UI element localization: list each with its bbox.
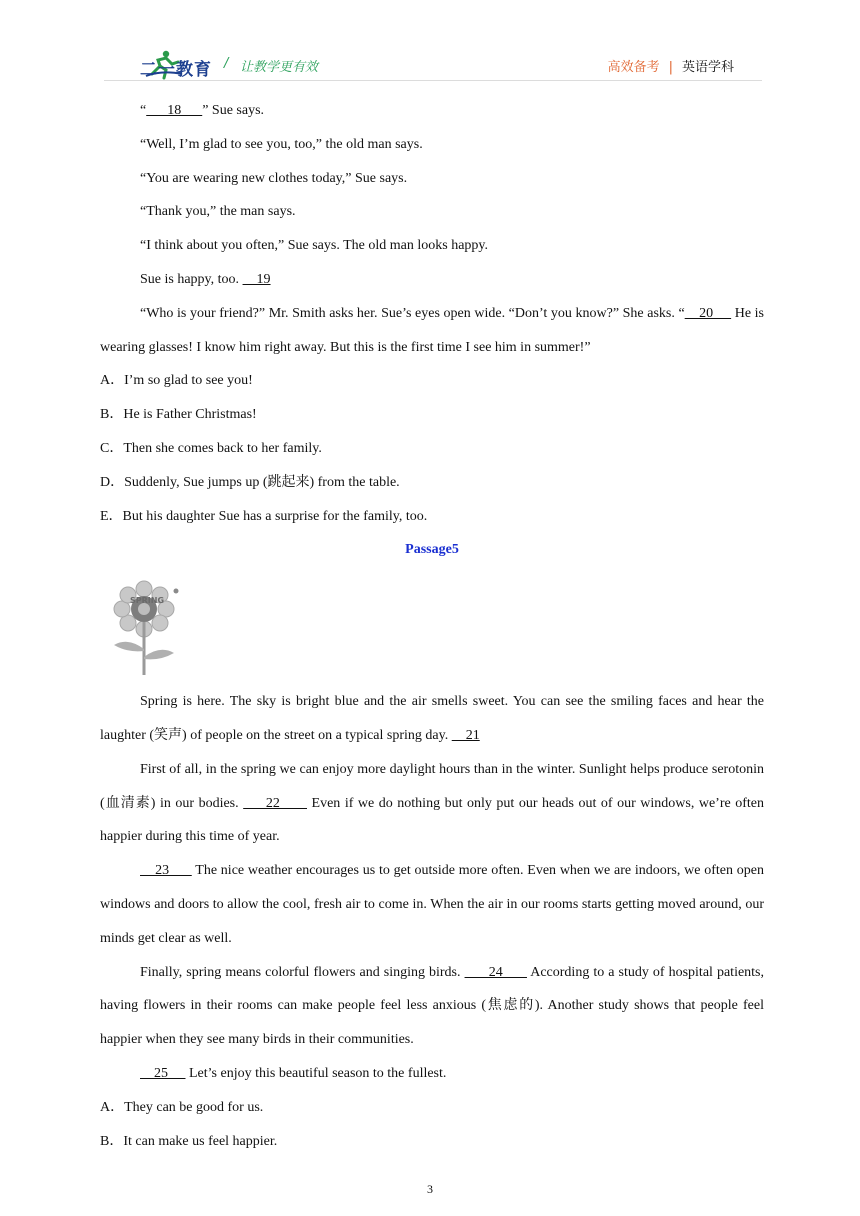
blank-25: 25	[140, 1065, 186, 1081]
slogan-separator: /	[224, 56, 229, 71]
paragraph-21: Spring is here. The sky is bright blue and the air smells sweet. You can see the smiling faces and hear the laughter (笑声) of people on the street on a typical spring day. 21	[100, 694, 764, 743]
option-a: A．I’m so glad to see you!	[100, 373, 253, 389]
header-subject	[608, 56, 734, 75]
dialog-line: “Thank you,” the man says.	[140, 204, 296, 220]
passage-title: Passage5	[405, 542, 459, 558]
document-body	[100, 94, 764, 1158]
dialog-line-19: Sue is happy, too. 19	[140, 271, 271, 287]
spring-word: SPRING	[130, 596, 165, 606]
header-divider: |	[668, 60, 673, 75]
blank-23: 23	[140, 863, 192, 879]
dialog-line: “You are wearing new clothes today,” Sue says.	[140, 170, 408, 186]
option-c: C．Then she comes back to her family.	[100, 440, 322, 456]
header-rule	[104, 80, 762, 81]
header-tag-subject: 英语学科	[681, 60, 734, 75]
page-number: 3	[427, 1182, 433, 1196]
option-b: B．He is Father Christmas!	[100, 407, 257, 423]
dialog-line-20: “Who is your friend?” Mr. Smith asks her. Sue’s eyes open wide. “Don’t you know?” She asks. “ 20 He is wearing glasses! I know him right away. But this is the first time I see him in summer!”	[100, 305, 764, 355]
blank-24: 24	[464, 964, 527, 980]
spring-flower-icon	[100, 579, 190, 679]
blank-20: 20	[684, 305, 732, 321]
dialog-line: “Well, I’m glad to see you, too,” the old man says.	[140, 136, 423, 152]
option-b: B．It can make us feel happier.	[100, 1133, 278, 1149]
brand-name: 二一教育	[140, 60, 212, 80]
option-e: E．But his daughter Sue has a surprise for the family, too.	[100, 508, 428, 524]
dialog-line-18: “ 18 ” Sue says.	[140, 103, 265, 118]
header-tag-exam: 高效备考	[607, 60, 660, 75]
option-d: D．Suddenly, Sue jumps up (跳起来) from the table.	[100, 474, 400, 490]
blank-18: 18	[146, 103, 203, 118]
blank-19: 19	[242, 271, 271, 287]
paragraph-23: 23 The nice weather encourages us to get outside more often. Even when we are indoors, we often open windows and doors to allow the cool, fresh air to come in. When the air in our rooms starts getting moved around, our minds get clear as well.	[100, 863, 765, 946]
paragraph-24: Finally, spring means colorful flowers and singing birds. 24 According to a study of hospital patients, having flowers in their rooms can make people feel less anxious (焦虑的). Another study shows that people feel happier when they see many birds in their communities.	[100, 964, 765, 1048]
page-header	[0, 0, 860, 88]
paragraph-22: First of all, in the spring we can enjoy more daylight hours than in the winter. Sunlight helps produce serotonin (血清素) in our bodies. 22 Even if we do nothing but only put our heads out of our windows, we’re often happier during this time of year.	[100, 761, 765, 845]
paragraph-25: 25 Let’s enjoy this beautiful season to the fullest.	[140, 1065, 447, 1081]
blank-22: 22	[243, 795, 307, 811]
option-a: A．They can be good for us.	[100, 1099, 264, 1115]
spring-illustration	[100, 567, 764, 685]
slogan: 让教学更有效	[240, 60, 319, 75]
dialog-line: “I think about you often,” Sue says. The old man looks happy.	[140, 238, 488, 254]
blank-21: 21	[451, 727, 480, 743]
